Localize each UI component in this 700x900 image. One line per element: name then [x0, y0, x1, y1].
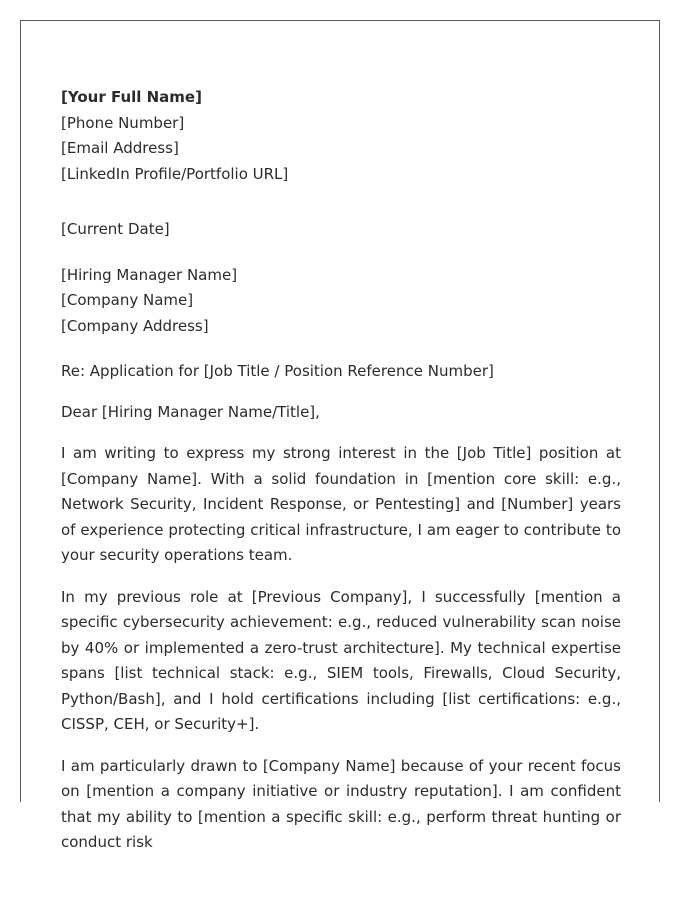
recipient-company-name: [Company Name]: [61, 291, 194, 309]
salutation: [61, 400, 621, 426]
recipient-manager-name: [Hiring Manager Name]: [61, 265, 238, 284]
sender-email: [Email Address]: [61, 139, 179, 157]
sender-full-name: [Your Full Name]: [61, 88, 202, 106]
sender-block: [61, 85, 621, 187]
letter-date: [Current Date]: [61, 220, 170, 238]
body-paragraph-2: In my previous role at [Previous Company], I successfully [mention a specific cybersecurity achievement: e.g., reduced vulnerability scan noise by 40% or implemented a zero-trust architecture]. My technical expertise spans [list technical stack: e.g., SIEM tools, Firewalls, Cloud Security, Python/Bash], and I hold certifications including [list certifications: e.g., CISSP, CEH, or Security+].: [61, 587, 621, 733]
recipient-company-address: [Company Address]: [61, 316, 209, 335]
document-page: [20, 20, 660, 851]
subject-line: [61, 359, 621, 385]
date-block: [61, 217, 621, 243]
cover-letter-body: [61, 85, 621, 871]
subject-text: Re: Application for [Job Title / Position Reference Number]: [61, 362, 494, 380]
recipient-block: [61, 263, 621, 340]
sender-phone: [Phone Number]: [61, 113, 185, 132]
body-paragraph-3: I am particularly drawn to [Company Name] because of your recent focus on [mention a company initiative or industry reputation]. I am confident that my ability to [mention a specific skill: e.g., perform threat hunting or conduct risk: [61, 756, 621, 851]
body-paragraph-1: I am writing to express my strong interest in the [Job Title] position at [Company Name]. With a solid foundation in [mention core skill: e.g., Network Security, Incident Response, or Pentesting] and [Number] years of experience protecting critical infrastructure, I am eager to contribute to your security operations team.: [61, 444, 621, 564]
salutation-text: Dear [Hiring Manager Name/Title],: [61, 402, 320, 421]
sender-linkedin: [LinkedIn Profile/Portfolio URL]: [61, 164, 289, 183]
